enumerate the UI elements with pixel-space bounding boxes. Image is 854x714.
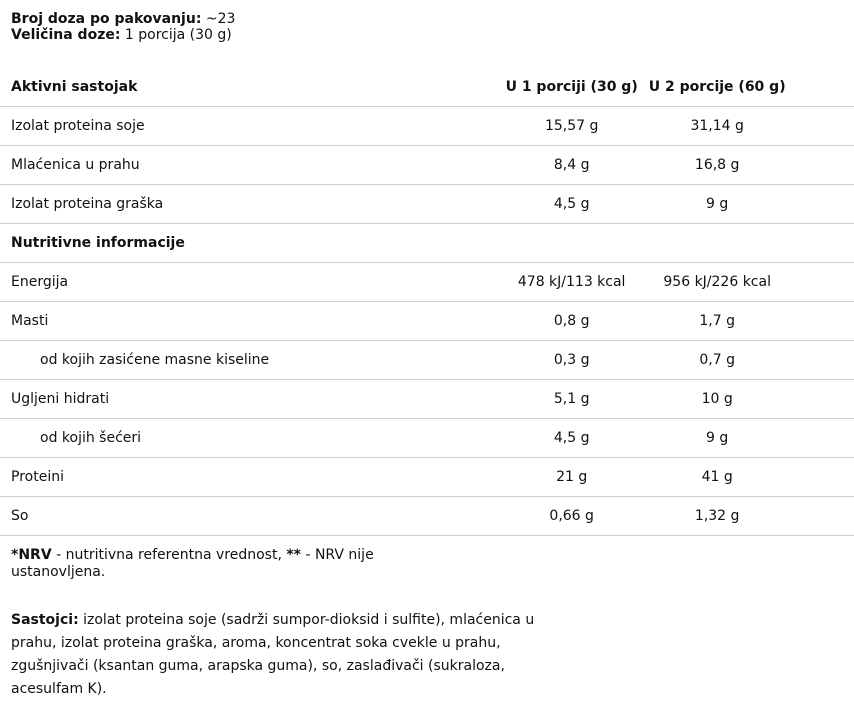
row-value-2: 9 g <box>644 419 854 458</box>
table-row <box>0 263 854 302</box>
ingredients-text: izolat proteina soje (sadrži sumpor-dioksid i sulfite), mlaćenica u prahu, izolat proteina graška, aroma, koncentrat soka cvekle u prahu, zgušnjivači (ksantan guma, arapska guma), so, zaslađivači (sukraloza, acesulfam K). <box>11 612 535 697</box>
table-row <box>0 419 854 458</box>
row-value-2: 31,14 g <box>644 107 854 146</box>
row-value-1: 0,8 g <box>499 302 644 341</box>
serving-label: Veličina doze: <box>11 27 121 43</box>
row-name: Proteini <box>0 458 499 497</box>
row-value-1: 4,5 g <box>499 185 644 224</box>
row-name: Energija <box>0 263 499 302</box>
table-row <box>0 497 854 536</box>
table-header-row <box>0 68 854 107</box>
row-name: Izolat proteina graška <box>0 185 499 224</box>
row-value-1: 21 g <box>499 458 644 497</box>
nrv2-text: - NRV nije ustanovljena. <box>11 547 374 580</box>
nutrition-table <box>0 68 854 536</box>
table-row <box>0 302 854 341</box>
row-name: Ugljeni hidrati <box>0 380 499 419</box>
table-row <box>0 185 854 224</box>
package-info <box>11 11 235 43</box>
row-value-2: 9 g <box>644 185 854 224</box>
row-value-2: 41 g <box>644 458 854 497</box>
row-value-1: 8,4 g <box>499 146 644 185</box>
doses-value: ~23 <box>201 11 236 27</box>
serving-value: 1 porcija (30 g) <box>120 27 232 43</box>
row-value-2: 1,32 g <box>644 497 854 536</box>
table-row <box>0 341 854 380</box>
row-value-1: 15,57 g <box>499 107 644 146</box>
nrv-label: *NRV <box>11 547 52 563</box>
row-value-2: 956 kJ/226 kcal <box>644 263 854 302</box>
row-value-1: 4,5 g <box>499 419 644 458</box>
section-header-row <box>0 224 854 263</box>
serving-line <box>11 27 235 43</box>
row-value-1: 478 kJ/113 kcal <box>499 263 644 302</box>
header-two-servings: U 2 porcije (60 g) <box>644 68 854 107</box>
section-title: Nutritivne informacije <box>0 224 499 263</box>
row-name: Masti <box>0 302 499 341</box>
table-row <box>0 107 854 146</box>
row-value-1: 0,66 g <box>499 497 644 536</box>
table-row <box>0 458 854 497</box>
nrv-text: - nutritivna referentna vrednost, <box>51 547 287 563</box>
row-value-2: 10 g <box>644 380 854 419</box>
doses-label: Broj doza po pakovanju: <box>11 11 202 27</box>
doses-line <box>11 11 235 27</box>
row-name: od kojih zasićene masne kiseline <box>0 341 499 380</box>
header-active-ingredient: Aktivni sastojak <box>0 68 499 107</box>
row-value-1: 0,3 g <box>499 341 644 380</box>
row-name: Izolat proteina soje <box>0 107 499 146</box>
nrv-note <box>11 547 431 581</box>
nrv2-label: ** <box>286 547 301 563</box>
row-value-2: 16,8 g <box>644 146 854 185</box>
row-value-2: 0,7 g <box>644 341 854 380</box>
table-row <box>0 380 854 419</box>
ingredients <box>11 609 571 701</box>
row-name: Mlaćenica u prahu <box>0 146 499 185</box>
row-name: od kojih šećeri <box>0 419 499 458</box>
ingredients-label: Sastojci: <box>11 612 79 628</box>
header-one-serving: U 1 porciji (30 g) <box>499 68 644 107</box>
row-value-1: 5,1 g <box>499 380 644 419</box>
table-row <box>0 146 854 185</box>
row-name: So <box>0 497 499 536</box>
row-value-2: 1,7 g <box>644 302 854 341</box>
